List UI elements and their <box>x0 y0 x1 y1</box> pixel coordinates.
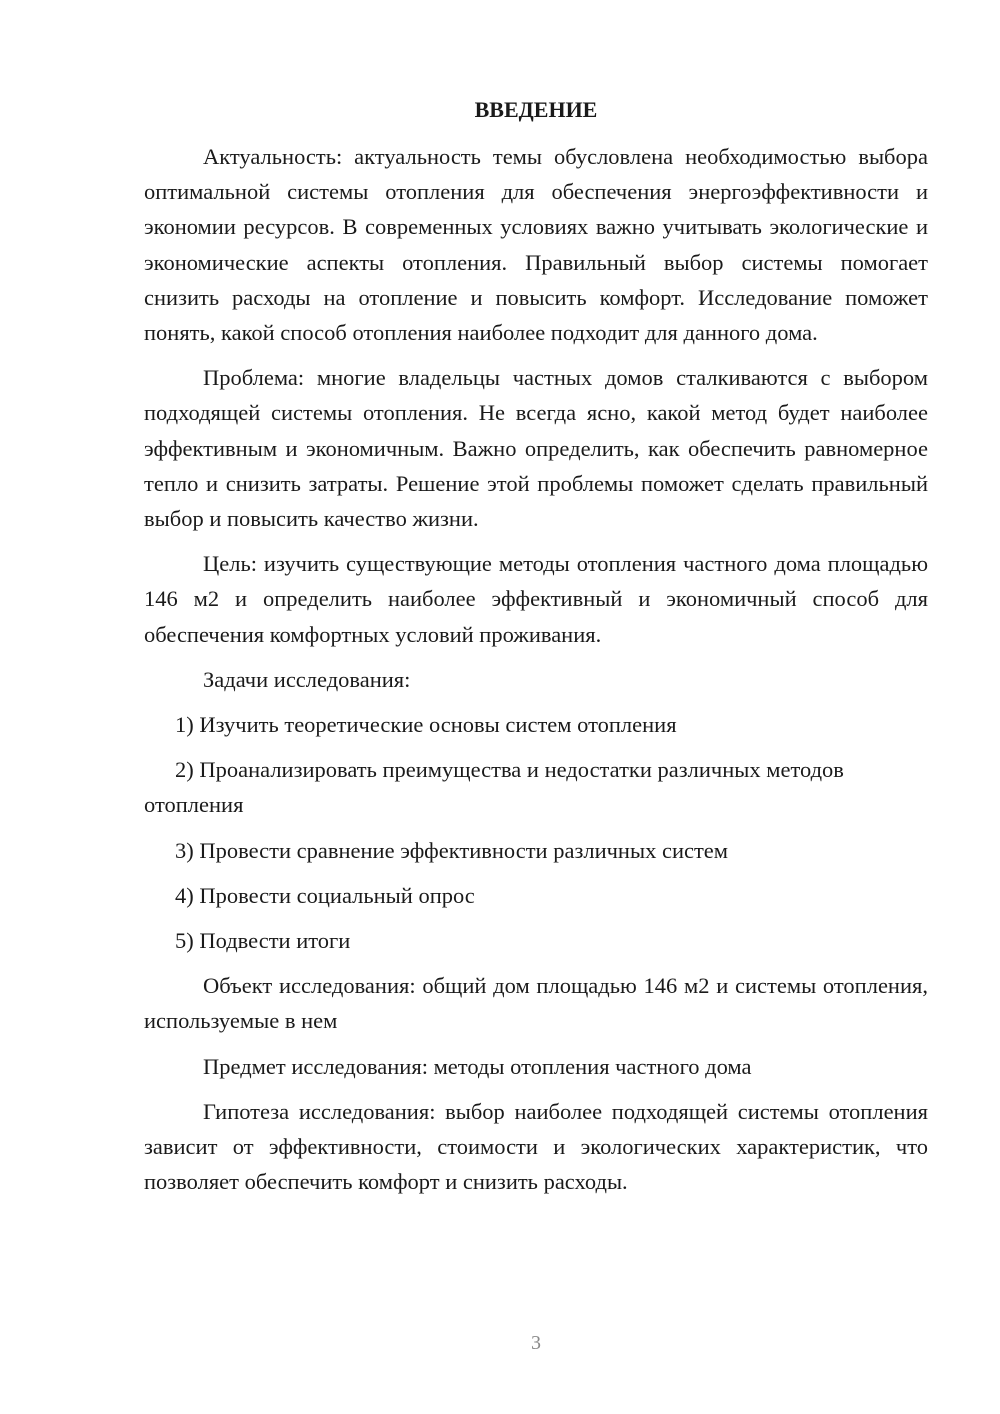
page-title: ВВЕДЕНИЕ <box>474 97 598 122</box>
page-number: 3 <box>531 1332 541 1354</box>
paragraph-subject: Предмет исследования: методы отопления частного дома <box>203 1053 752 1079</box>
tasks-list <box>144 707 928 958</box>
paragraph-object: Объект исследования: общий дом площадью 146 м2 и системы отопления, используемые в нем <box>144 973 928 1034</box>
paragraph-hypothesis: Гипотеза исследования: выбор наиболее подходящей системы отопления зависит от эффективности, стоимости и экологических характеристик, что позволяет обеспечить комфорт и снизить расходы. <box>144 1098 928 1195</box>
paragraph-goal: Цель: изучить существующие методы отопления частного дома площадью 146 м2 и определить наиболее эффективный и экономичный способ для обеспечения комфортных условий проживания. <box>144 551 928 647</box>
tasks-heading: Задачи исследования: <box>203 666 411 692</box>
paragraph-relevance: Актуальность: актуальность темы обусловлена необходимостью выбора оптимальной системы отопления для обеспечения энергоэффективности и экономии ресурсов. В современных условиях важно учитывать экологические и экономические аспекты отопления. Правильный выбор системы помогает снизить расходы на отопление и повысить комфорт. Исследование поможет понять, какой способ отопления наиболее подходит для данного дома. <box>144 144 928 346</box>
list-item: 5) Подвести итоги <box>175 928 351 954</box>
list-item: 4) Провести социальный опрос <box>175 882 475 908</box>
page-content <box>144 92 928 1209</box>
list-item: 3) Провести сравнение эффективности различных систем <box>175 837 729 863</box>
paragraph-problem: Проблема: многие владельцы частных домов сталкиваются с выбором подходящей системы отопления. Не всегда ясно, какой метод будет наиболее эффективным и экономичным. Важно определить, как обеспечить равномерное тепло и снизить затраты. Решение этой проблемы поможет сделать правильный выбор и повысить качество жизни. <box>144 365 928 532</box>
list-item: 2) Проанализировать преимущества и недостатки различных методов отопления <box>144 757 844 818</box>
list-item: 1) Изучить теоретические основы систем отопления <box>175 712 677 738</box>
